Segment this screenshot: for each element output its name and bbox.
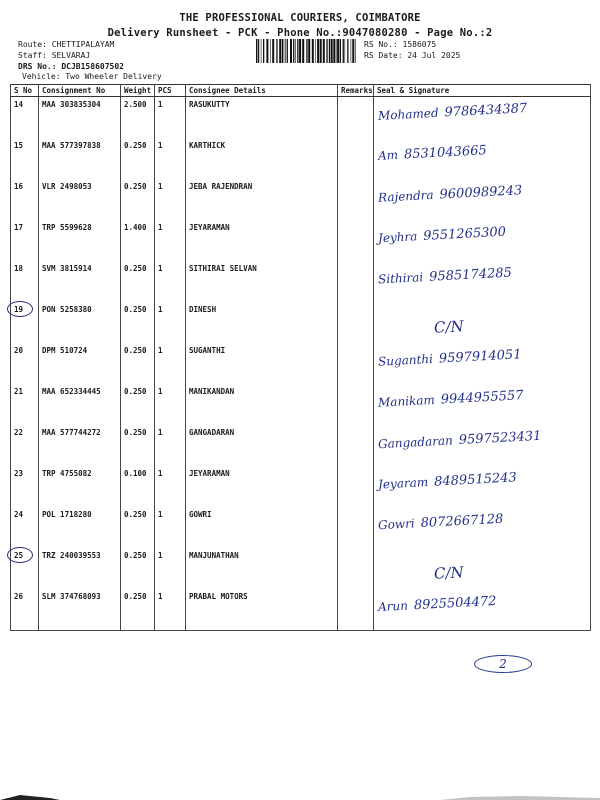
- handwritten-signature: [378, 470, 517, 492]
- weight-cell: 0.250: [121, 343, 155, 384]
- signature-name: Arun: [377, 598, 409, 615]
- handwritten-signature: [378, 512, 504, 534]
- table-row: [11, 261, 591, 302]
- remarks-cell: [338, 425, 374, 466]
- scan-edge-mark: [0, 792, 600, 800]
- signature-name: Jeyaram: [377, 475, 429, 492]
- signature-phone: C/N: [433, 563, 465, 583]
- signature-cell: [374, 261, 591, 302]
- signature-cell: [374, 138, 591, 179]
- signature-name: Gangadaran: [377, 433, 454, 452]
- route-label: Route: CHETTIPALAYAM: [18, 40, 115, 49]
- consignment-cell: TRP 5599628: [39, 220, 121, 261]
- signature-name: Am: [377, 147, 399, 163]
- consignee-cell: SUGANTHI: [186, 343, 338, 384]
- signature-phone: 8531043665: [403, 143, 488, 163]
- pcs-cell: 1: [155, 138, 186, 179]
- signature-phone: 8072667128: [420, 511, 504, 532]
- signature-name: Jeyhra: [377, 229, 418, 246]
- remarks-cell: [338, 507, 374, 548]
- circled-row-mark: [7, 301, 33, 317]
- consignment-cell: PON 5258380: [39, 302, 121, 343]
- handwritten-signature: [378, 143, 487, 164]
- consignee-cell: SITHIRAI SELVAN: [186, 261, 338, 302]
- consignee-cell: MANJUNATHAN: [186, 548, 338, 589]
- pcs-cell: 1: [155, 466, 186, 507]
- barcode-icon: [256, 39, 356, 63]
- sno-cell: 17: [11, 220, 39, 261]
- weight-cell: 0.250: [121, 302, 155, 343]
- signature-cell: [374, 507, 591, 548]
- pcs-cell: 1: [155, 384, 186, 425]
- consignment-cell: TRP 4755082: [39, 466, 121, 507]
- signature-phone: 9786434387: [444, 101, 528, 121]
- table-row: [11, 589, 591, 631]
- consignee-cell: JEBA RAJENDRAN: [186, 179, 338, 220]
- sno-cell: 20: [11, 343, 39, 384]
- table-row: [11, 466, 591, 507]
- table-row: [11, 302, 591, 343]
- page-title: THE PROFESSIONAL COURIERS, COIMBATORE: [179, 12, 421, 24]
- remarks-cell: [338, 343, 374, 384]
- table-row: [11, 425, 591, 466]
- sno-cell: 26: [11, 589, 39, 631]
- consignment-cell: MAA 652334445: [39, 384, 121, 425]
- signature-cell: [374, 179, 591, 220]
- weight-cell: 0.250: [121, 548, 155, 589]
- page-subtitle: Delivery Runsheet - PCK - Phone No.:9047080280 - Page No.:2: [107, 27, 493, 39]
- column-header-weight: Weight: [121, 85, 155, 97]
- table-row: [11, 179, 591, 220]
- weight-cell: 0.250: [121, 384, 155, 425]
- handwritten-signature: [434, 317, 465, 337]
- handwritten-signature: [378, 429, 542, 453]
- signature-name: Suganthi: [377, 351, 434, 369]
- signature-cell: [374, 425, 591, 466]
- signature-phone: 9597523431: [458, 428, 542, 449]
- drs-number: DRS No.: DCJB158607502: [18, 62, 124, 71]
- page-number-mark: 2: [474, 655, 532, 673]
- signature-cell: [374, 343, 591, 384]
- pcs-cell: 1: [155, 179, 186, 220]
- signature-cell: [374, 466, 591, 507]
- signature-phone: 9551265300: [422, 224, 507, 244]
- sno-cell: 24: [11, 507, 39, 548]
- sno-cell: 14: [11, 97, 39, 139]
- signature-phone: 8925504472: [413, 593, 497, 614]
- sno-cell: 21: [11, 384, 39, 425]
- signature-name: Gowri: [377, 516, 416, 533]
- weight-cell: 0.250: [121, 261, 155, 302]
- consignment-cell: SVM 3815914: [39, 261, 121, 302]
- signature-name: Sithirai: [377, 270, 424, 287]
- signature-cell: [374, 97, 591, 139]
- weight-cell: 0.250: [121, 179, 155, 220]
- remarks-cell: [338, 589, 374, 631]
- sno-cell: 18: [11, 261, 39, 302]
- remarks-cell: [338, 261, 374, 302]
- column-header-remarks: Remarks: [338, 85, 374, 97]
- consignment-cell: TRZ 240039553: [39, 548, 121, 589]
- consignment-cell: SLM 374768093: [39, 589, 121, 631]
- signature-name: Rajendra: [377, 187, 434, 205]
- signature-cell: [374, 589, 591, 631]
- weight-cell: 2.500: [121, 97, 155, 139]
- consignee-cell: DINESH: [186, 302, 338, 343]
- sno-cell: 16: [11, 179, 39, 220]
- signature-name: Manikam: [377, 392, 436, 410]
- column-header-pcs: PCS: [155, 85, 186, 97]
- signature-phone: C/N: [433, 317, 465, 337]
- weight-cell: 0.250: [121, 425, 155, 466]
- sno-cell: 23: [11, 466, 39, 507]
- remarks-cell: [338, 384, 374, 425]
- handwritten-signature: [378, 594, 497, 615]
- pcs-cell: 1: [155, 589, 186, 631]
- consignment-cell: DPM 510724: [39, 343, 121, 384]
- consignment-cell: MAA 577744272: [39, 425, 121, 466]
- consignment-cell: MAA 303835304: [39, 97, 121, 139]
- handwritten-signature: [378, 266, 513, 288]
- pcs-cell: 1: [155, 507, 186, 548]
- pcs-cell: 1: [155, 220, 186, 261]
- pcs-cell: 1: [155, 548, 186, 589]
- sno-cell: 25: [11, 548, 39, 589]
- consignee-cell: KARTHICK: [186, 138, 338, 179]
- column-header-consignee: Consignee Details: [186, 85, 338, 97]
- consignee-cell: MANIKANDAN: [186, 384, 338, 425]
- table-row: [11, 138, 591, 179]
- signature-phone: 9944955557: [440, 388, 524, 408]
- column-header-sno: S No: [11, 85, 39, 97]
- remarks-cell: [338, 220, 374, 261]
- remarks-cell: [338, 466, 374, 507]
- signature-cell: [374, 384, 591, 425]
- vehicle-label: Vehicle: Two Wheeler Delivery: [22, 72, 162, 81]
- sno-cell: 19: [11, 302, 39, 343]
- runsheet-table: [10, 84, 591, 631]
- remarks-cell: [338, 302, 374, 343]
- table-row: [11, 220, 591, 261]
- signature-cell: [374, 302, 591, 343]
- signature-cell: [374, 548, 591, 589]
- column-header-signature: Seal & Signature: [374, 85, 591, 97]
- table-row: [11, 548, 591, 589]
- handwritten-signature: [378, 101, 528, 124]
- staff-label: Staff: SELVARAJ: [18, 51, 91, 60]
- table-row: [11, 97, 591, 139]
- consignee-cell: PRABAL MOTORS: [186, 589, 338, 631]
- remarks-cell: [338, 97, 374, 139]
- handwritten-signature: [378, 225, 507, 247]
- signature-name: Mohamed: [377, 105, 439, 123]
- column-header-consignment: Consignment No: [39, 85, 121, 97]
- pcs-cell: 1: [155, 302, 186, 343]
- pcs-cell: 1: [155, 425, 186, 466]
- consignee-cell: JEYARAMAN: [186, 220, 338, 261]
- table-row: [11, 507, 591, 548]
- weight-cell: 0.250: [121, 589, 155, 631]
- consignment-cell: MAA 577397838: [39, 138, 121, 179]
- handwritten-signature: [378, 347, 522, 369]
- table-row: [11, 343, 591, 384]
- consignee-cell: JEYARAMAN: [186, 466, 338, 507]
- handwritten-signature: [378, 388, 524, 411]
- consignee-cell: RASUKUTTY: [186, 97, 338, 139]
- signature-phone: 9600989243: [439, 183, 523, 203]
- consignment-cell: POL 1718280: [39, 507, 121, 548]
- pcs-cell: 1: [155, 261, 186, 302]
- table-row: [11, 384, 591, 425]
- signature-phone: 8489515243: [433, 470, 518, 490]
- signature-phone: 9585174285: [428, 265, 513, 285]
- sno-cell: 22: [11, 425, 39, 466]
- rs-date: RS Date: 24 Jul 2025: [364, 51, 461, 60]
- rs-number: RS No.: 1586075: [364, 40, 437, 49]
- pcs-cell: 1: [155, 343, 186, 384]
- consignee-cell: GOWRI: [186, 507, 338, 548]
- remarks-cell: [338, 179, 374, 220]
- pcs-cell: 1: [155, 97, 186, 139]
- weight-cell: 0.250: [121, 138, 155, 179]
- table-header-row: [11, 85, 591, 97]
- weight-cell: 1.400: [121, 220, 155, 261]
- consignment-cell: VLR 2498053: [39, 179, 121, 220]
- handwritten-signature: [434, 563, 465, 583]
- remarks-cell: [338, 548, 374, 589]
- signature-phone: 9597914051: [438, 347, 522, 367]
- handwritten-signature: [378, 183, 523, 206]
- consignee-cell: GANGADARAN: [186, 425, 338, 466]
- sno-cell: 15: [11, 138, 39, 179]
- signature-cell: [374, 220, 591, 261]
- weight-cell: 0.250: [121, 507, 155, 548]
- circled-row-mark: [7, 547, 33, 563]
- remarks-cell: [338, 138, 374, 179]
- weight-cell: 0.100: [121, 466, 155, 507]
